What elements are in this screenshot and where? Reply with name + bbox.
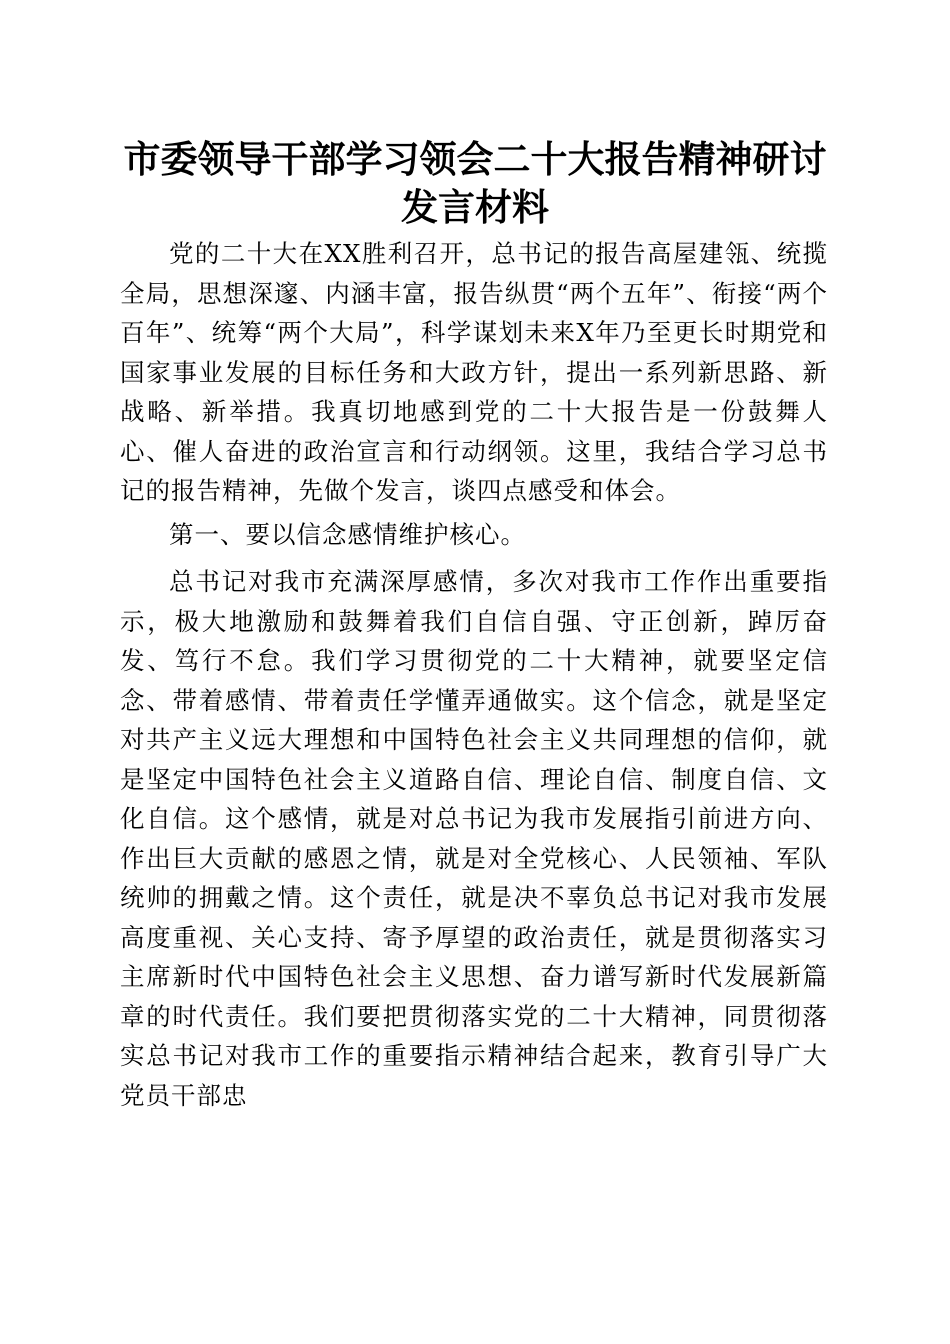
intro-paragraph: 党的二十大在XX胜利召开，总书记的报告高屋建瓴、统揽全局，思想深邃、内涵丰富，报告纵贯“两个五年”、衔接“两个百年”、统筹“两个大局”，科学谋划未来X年乃至更长时期党和国家事业发展的目标任务和大政方针，提出一系列新思路、新战略、新举措。我真切地感到党的二十大报告是一份鼓舞人心、催人奋进的政治宣言和行动纲领。这里，我结合学习总书记的报告精神，先做个发言，谈四点感受和体会。 [120,239,828,505]
document-title: 市委领导干部学习领会二十大报告精神研讨发言材料 [123,138,827,229]
section-paragraph: 总书记对我市充满深厚感情，多次对我市工作作出重要指示，极大地激励和鼓舞着我们自信自强、守正创新，踔厉奋发、笃行不怠。我们学习贯彻党的二十大精神，就要坚定信念、带着感情、带着责任学懂弄通做实。这个信念，就是坚定对共产主义远大理想和中国特色社会主义共同理想的信仰，就是坚定中国特色社会主义道路自信、理论自信、制度自信、文化自信。这个感情，就是对总书记为我市发展指引前进方向、作出巨大贡献的感恩之情，就是对全党核心、人民领袖、军队统帅的拥戴之情。这个责任，就是决不辜负总书记对我市发展高度重视、关心支持、寄予厚望的政治责任，就是贯彻落实习主席新时代中国特色社会主义思想、奋力谱写新时代发展新篇章的时代责任。我们要把贯彻落实党的二十大精神，同贯彻落实总书记对我市工作的重要指示精神结合起来，教育引导广大党员干部忠 [120,567,828,1110]
document-body [120,234,828,1115]
section-heading: 第一、要以信念感情维护核心。 [169,519,526,549]
